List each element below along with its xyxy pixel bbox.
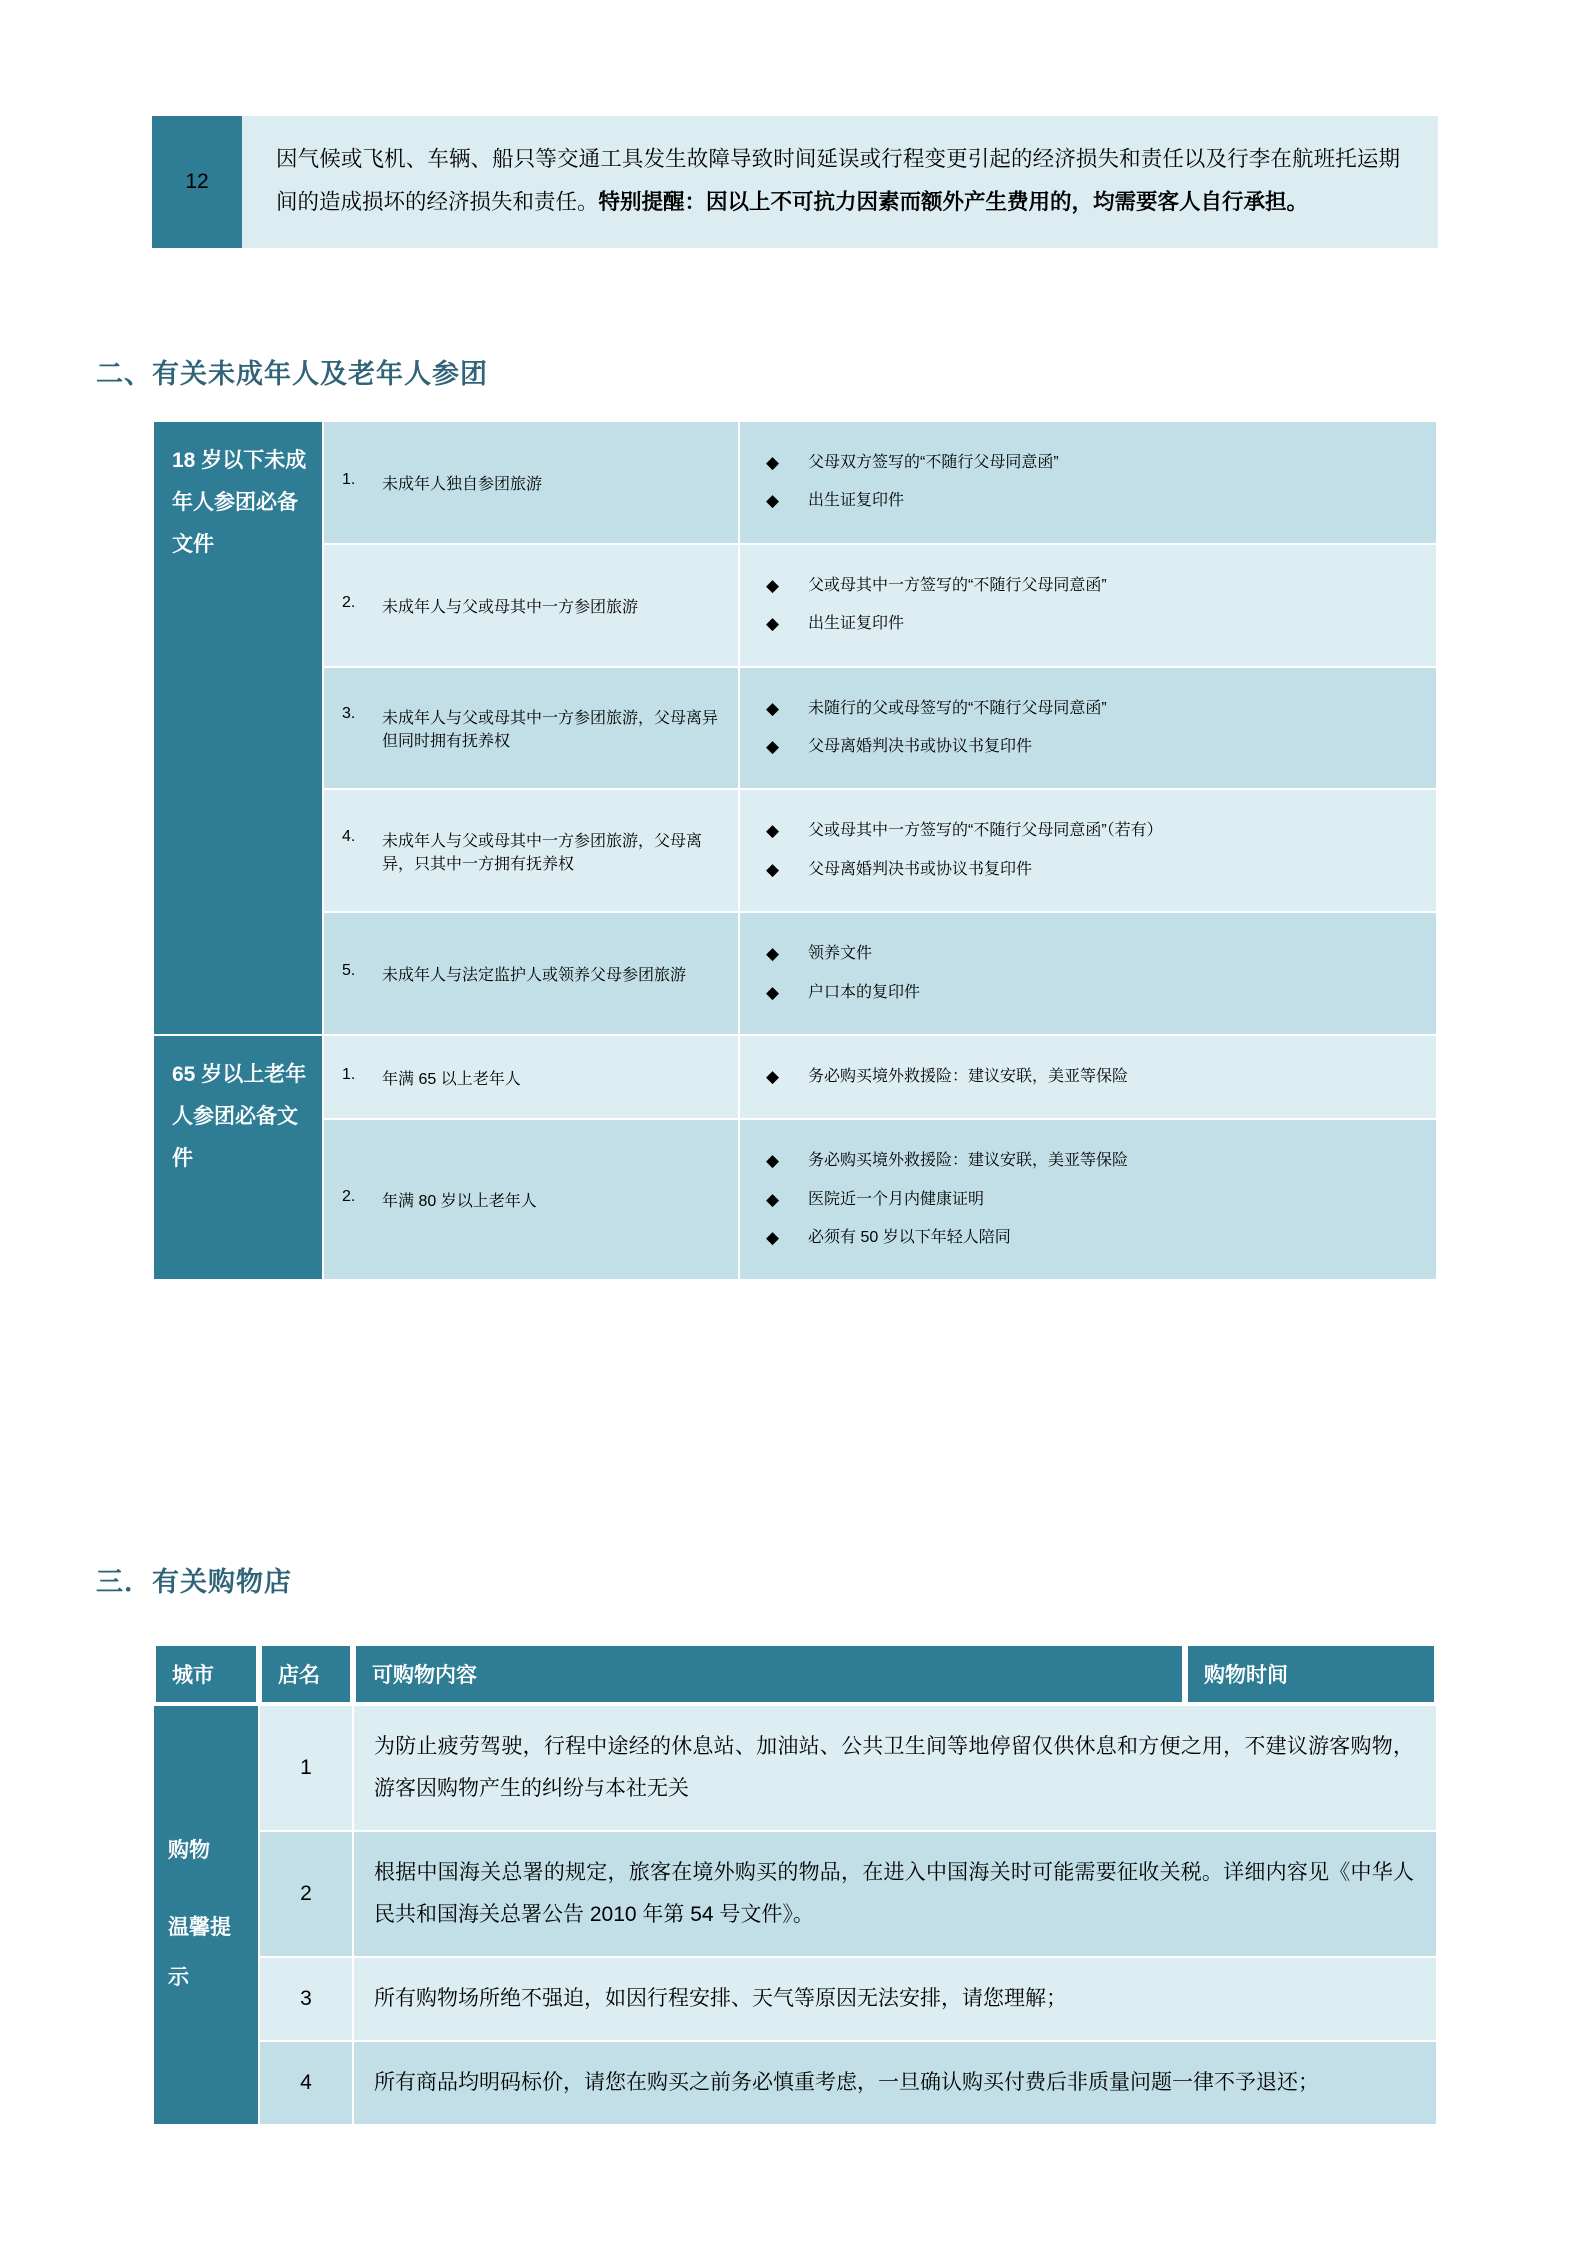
list-item: ◆ 父母离婚判决书或协议书复印件 (762, 857, 1420, 883)
case-text: 未成年人与父或母其中一方参团旅游，父母离异但同时拥有抚养权 (382, 709, 719, 750)
requirements-cell (740, 1120, 1436, 1279)
case-text: 未成年人与父或母其中一方参团旅游，父母离异，只其中一方拥有抚养权 (382, 832, 703, 873)
case-text: 年满 65 以上老年人 (382, 1070, 521, 1088)
table-row (154, 1832, 1436, 1956)
row-text: 为防止疲劳驾驶，行程中途经的休息站、加油站、公共卫生间等地停留仅供休息和方便之用，不建议游客购物，游客因购物产生的纠纷与本社无关 (354, 1706, 1436, 1830)
case-cell (324, 422, 738, 543)
requirements-cell (740, 1036, 1436, 1118)
case-number: 2. (342, 1188, 356, 1206)
page-title-shops-section: 三．有关购物店 (96, 1567, 292, 1597)
row-number: 12 (185, 170, 209, 193)
page-title-minors-section: 二、有关未成年人及老年人参团 (96, 359, 488, 389)
list-item: ◆ 领养文件 (762, 941, 1420, 967)
requirements-list (762, 818, 1420, 883)
case-number: 3. (342, 704, 356, 722)
city-label-cell (154, 1706, 258, 2124)
list-item: ◆ 父母双方签写的“不随行父母同意函” (762, 450, 1420, 476)
table-row (154, 422, 1436, 543)
case-cell (324, 1036, 738, 1118)
list-item: ◆ 必须有 50 岁以下年轻人陪同 (762, 1225, 1420, 1251)
group-header-elderly: 65 岁以上老年人参团必备文件 (154, 1036, 322, 1280)
column-header-shop-name: 店名 (260, 1644, 352, 1704)
liability-text-plain: 因气候或飞机、车辆、船只等交通工具发生故障导致时间延误或行程变更引起的经济损失和责任以及行李在航班托运期间的造成损坏的经济损失和责任。 (276, 147, 1400, 214)
table-row (154, 1036, 1436, 1118)
column-header-time: 购物时间 (1186, 1644, 1436, 1704)
case-number: 4. (342, 827, 356, 845)
list-item: ◆ 医院近一个月内健康证明 (762, 1187, 1420, 1213)
case-cell (324, 668, 738, 789)
table-row (154, 545, 1436, 666)
list-item: ◆ 户口本的复印件 (762, 980, 1420, 1006)
list-item: ◆ 出生证复印件 (762, 611, 1420, 637)
row-number: 1 (260, 1706, 352, 1830)
case-number: 5. (342, 962, 356, 980)
requirements-list (762, 573, 1420, 638)
table-row (154, 1706, 1436, 1830)
case-cell (324, 1120, 738, 1279)
case-text: 年满 80 岁以上老年人 (382, 1193, 537, 1211)
table-row (154, 1120, 1436, 1279)
case-text: 未成年人与父或母其中一方参团旅游 (382, 598, 639, 616)
column-header-content: 可购物内容 (354, 1644, 1184, 1704)
list-item: ◆ 未随行的父或母签写的“不随行父母同意函” (762, 696, 1420, 722)
requirements-list (762, 941, 1420, 1006)
liability-table-row-12 (152, 116, 1438, 248)
table-row (154, 790, 1436, 911)
requirements-cell (740, 668, 1436, 789)
requirements-cell (740, 545, 1436, 666)
requirements-cell (740, 913, 1436, 1034)
table-header-row (154, 1644, 1436, 1704)
requirements-list (762, 1148, 1420, 1251)
list-item: ◆ 务必购买境外救援险：建议安联，美亚等保险 (762, 1148, 1420, 1174)
case-text: 未成年人独自参团旅游 (382, 475, 543, 493)
case-cell (324, 790, 738, 911)
row-number: 2 (260, 1832, 352, 1956)
list-item: ◆ 出生证复印件 (762, 488, 1420, 514)
case-number: 1. (342, 1065, 356, 1083)
liability-text-bold: 特别提醒：因以上不可抗力因素而额外产生费用的，均需要客人自行承担。 (598, 190, 1309, 214)
table-row (154, 913, 1436, 1034)
requirements-list (762, 1064, 1420, 1090)
table-row (154, 2042, 1436, 2124)
list-item: ◆ 父或母其中一方签写的“不随行父母同意函” (762, 573, 1420, 599)
table-row (154, 668, 1436, 789)
requirements-cell (740, 422, 1436, 543)
city-label-line-1: 购物 (168, 1839, 210, 1863)
table-row (154, 1958, 1436, 2040)
case-cell (324, 545, 738, 666)
case-text: 未成年人与法定监护人或领养父母参团旅游 (382, 967, 687, 985)
row-number: 3 (260, 1958, 352, 2040)
city-label-line-2: 温馨提示 (168, 1915, 231, 1990)
row-text: 所有商品均明码标价，请您在购买之前务必慎重考虑，一旦确认购买付费后非质量问题一律不予退还； (354, 2042, 1436, 2124)
case-number: 2. (342, 593, 356, 611)
row-number-cell (152, 116, 242, 248)
row-body-cell (242, 116, 1438, 248)
list-item: ◆ 父母离婚判决书或协议书复印件 (762, 734, 1420, 760)
requirements-list (762, 696, 1420, 761)
group-header-minors: 18 岁以下未成年人参团必备文件 (154, 422, 322, 1034)
requirements-cell (740, 790, 1436, 911)
case-cell (324, 913, 738, 1034)
required-documents-table (152, 420, 1438, 1281)
list-item: ◆ 务必购买境外救援险：建议安联，美亚等保险 (762, 1064, 1420, 1090)
requirements-list (762, 450, 1420, 515)
case-number: 1. (342, 470, 356, 488)
row-text: 根据中国海关总署的规定，旅客在境外购买的物品，在进入中国海关时可能需要征收关税。详细内容见《中华人民共和国海关总署公告 2010 年第 54 号文件》。 (354, 1832, 1436, 1956)
row-text: 所有购物场所绝不强迫，如因行程安排、天气等原因无法安排，请您理解； (354, 1958, 1436, 2040)
list-item: ◆ 父或母其中一方签写的“不随行父母同意函”（若有） (762, 818, 1420, 844)
row-number: 4 (260, 2042, 352, 2124)
shopping-table (152, 1642, 1438, 2126)
column-header-city: 城市 (154, 1644, 258, 1704)
